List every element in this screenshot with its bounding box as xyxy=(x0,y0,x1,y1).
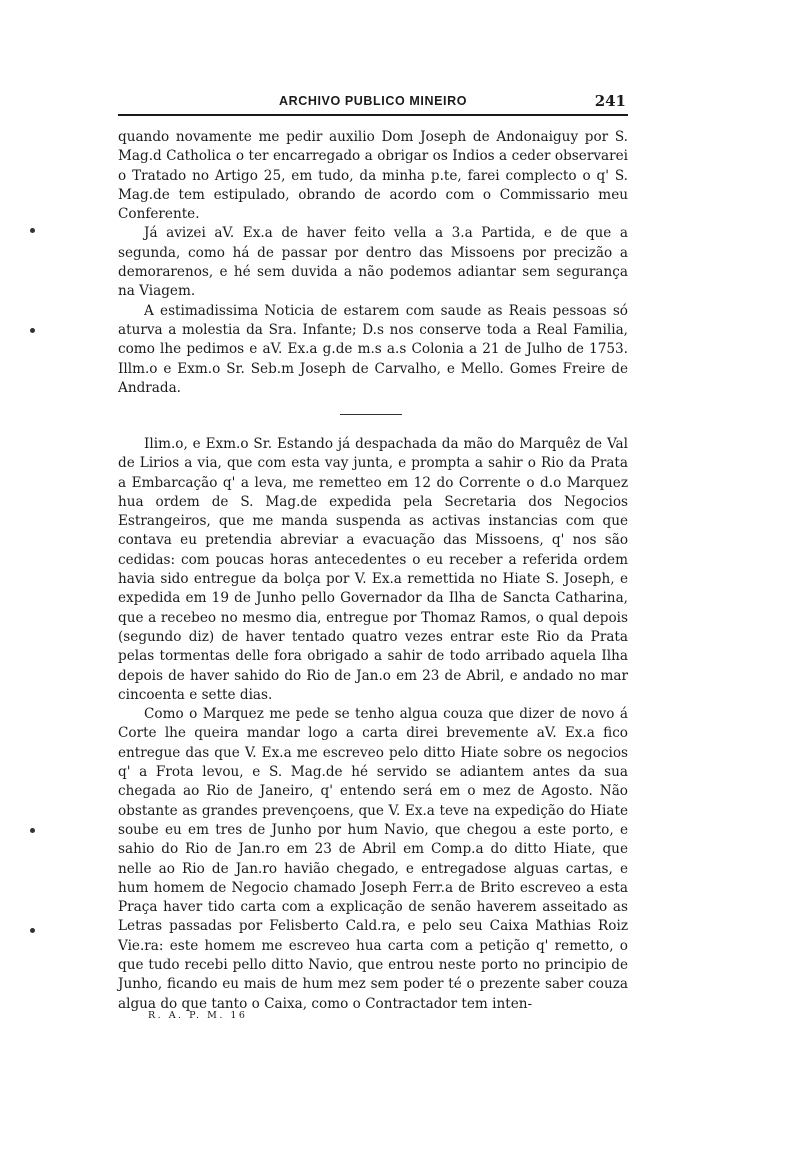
paragraph: quando novamente me pedir auxilio Dom Joseph de Andonaiguy por S. Mag.d Catholica o ter encarregado a obrigar os Indios a ceder observarei o Tratado no Artigo 25, em tudo, da minha p.te, farei complecto o q' S. Mag.de tem estipulado, obrando de acordo com o Commissario meu Conferente. xyxy=(118,129,628,223)
running-header xyxy=(118,92,628,112)
header-title: ARCHIVO PUBLICO MINEIRO xyxy=(278,94,468,108)
text-block-top xyxy=(118,128,628,398)
margin-mark xyxy=(30,828,35,833)
section-divider xyxy=(340,414,402,415)
paragraph: Como o Marquez me pede se tenho algua couza que dizer de novo á Corte lhe queira mandar logo a carta direi brevemente aV. Ex.a fico entregue das que V. Ex.a me escreveo pelo ditto Hiate sobre os negocios q' a Frota levou, e S. Mag.de hé servido se adiantem antes da sua chegada ao Rio de Janeiro, q' entendo será em o mez de Agosto. Não obstante as grandes prevençoens, que V. Ex.a teve na expedição do Hiate soube eu em tres de Junho por hum Navio, que chegou a este porto, e sahio do Rio de Jan.ro em 23 de Abril em Comp.a do ditto Hiate, que nelle ao Rio de Jan.ro havião chegado, e entregadose alguas cartas, e hum homem de Negocio chamado Joseph Ferr.a de Brito escreveo a esta Praça haver tido carta com a explicação de senão haverem asseitado as Letras passadas por Felisberto Cald.ra, e pelo seu Caixa Mathias Roiz Vie.ra: este homem me escreveo hua carta com a petição q' remetto, o que tudo recebi pello ditto Navio, que entrou neste porto no principio de Junho, ficando eu mais de hum mez sem poder té o prezente saber couza algua do que tanto o Caixa, como o Contractador tem inten- xyxy=(118,706,628,1012)
signature-mark: R. A. P. M. 16 xyxy=(148,1010,248,1021)
page-number: 241 xyxy=(594,92,626,110)
header-rule xyxy=(118,114,628,116)
margin-mark xyxy=(30,328,35,333)
margin-mark xyxy=(30,928,35,933)
paragraph: A estimadissima Noticia de estarem com saude as Reais pessoas só aturva a molestia da Sra. Infante; D.s nos conserve toda a Real Familia, como lhe pedimos e aV. Ex.a g.de m.s a.s Colonia a 21 de Julho de 1753. Illm.o e Exm.o Sr. Seb.m Joseph de Carvalho, e Mello. Gomes Freire de Andrada. xyxy=(118,302,628,396)
paragraph: Ilim.o, e Exm.o Sr. Estando já despachada da mão do Marquêz de Val de Lirios a via, que com esta vay junta, e prompta a sahir o Rio da Prata a Embarcação q' a leva, me remetteo em 12 do Corrente o d.o Marquez hua ordem de S. Mag.de expedida pela Secretaria dos Negocios Estrangeiros, que me manda suspenda as activas instancias com que contava eu pretendia abreviar a evacuação das Missoens, q' nos são cedidas: com poucas horas antecedentes o eu receber a referida ordem havia sido entregue da bolça por V. Ex.a remettida no Hiate S. Joseph, e expedida em 19 de Junho pello Governador da Ilha de Sancta Catharina, que a recebeo no mesmo dia, entregue por Thomaz Ramos, o qual depois (segundo diz) de haver tentado quatro vezes entrar este Rio da Prata pelas tormentas delle fora obrigado a sahir de todo arribado aquela Ilha depois de haver sahido do Rio de Jan.o em 23 de Abril, e andado no mar cincoenta e sette dias. xyxy=(118,436,628,703)
text-block-bottom xyxy=(118,435,628,1014)
margin-mark xyxy=(30,228,35,233)
paragraph: Já avizei aV. Ex.a de haver feito vella a 3.a Partida, e de que a segunda, como há de passar por dentro das Missoens por precizão a demorarenos, e hé sem duvida a não podemos adiantar sem segurança na Viagem. xyxy=(118,225,628,300)
